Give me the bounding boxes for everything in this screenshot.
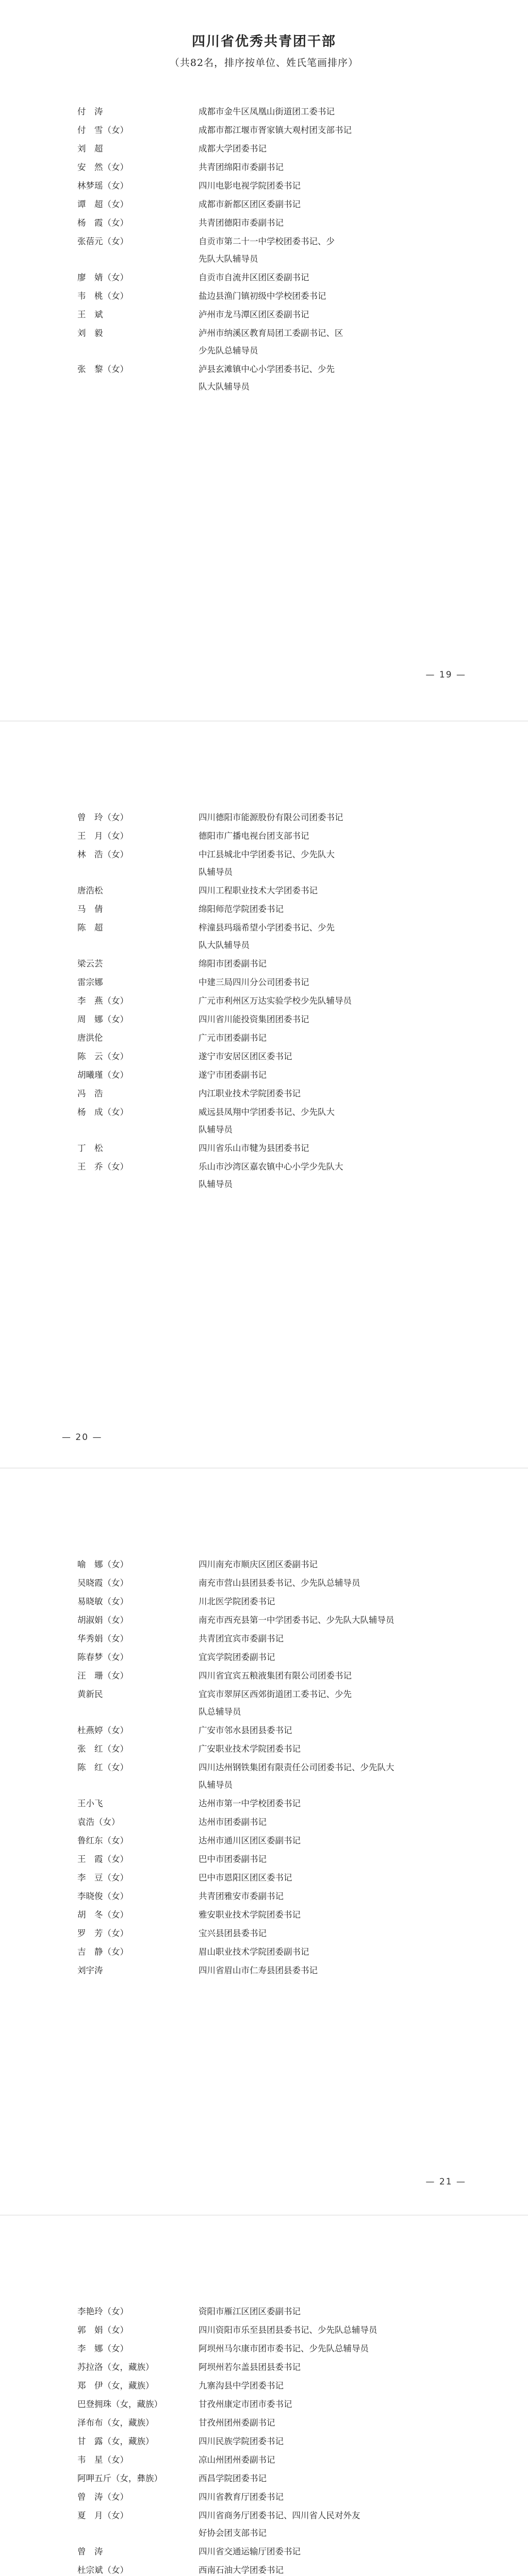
organization-line: 好协会团支部书记 xyxy=(199,2528,267,2538)
list-item xyxy=(77,361,459,396)
honoree-name: 李 燕（女） xyxy=(77,996,128,1006)
organization-line: 四川德阳市能源股份有限公司团委书记 xyxy=(199,812,343,822)
honoree-organization xyxy=(199,2359,459,2376)
honoree-name: 张 黎（女） xyxy=(77,364,128,374)
honoree-name: 韦 星（女） xyxy=(77,2455,128,2465)
honoree-organization xyxy=(199,2414,459,2432)
honoree-name: 郭 娟（女） xyxy=(77,2325,128,2335)
honoree-name: 泽布布（女，藏族） xyxy=(77,2418,154,2428)
list-item xyxy=(77,2340,459,2358)
organization-line: 四川省川能投资集团团委书记 xyxy=(199,1014,309,1024)
organization-line: 共青团雅安市委副书记 xyxy=(199,1891,284,1901)
honoree-name: 郑 伊（女，藏族） xyxy=(77,2381,154,2391)
organization-line: 四川资阳市乐至县团县委书记、少先队总辅导员 xyxy=(199,2325,377,2335)
list-item xyxy=(77,1104,459,1139)
honoree-organization xyxy=(199,325,459,360)
organization-line: 广元市利州区万达实验学校少先队辅导员 xyxy=(199,996,352,1006)
honoree-name: 陈春梦（女） xyxy=(77,1652,128,1662)
honoree-name: 易晓敏（女） xyxy=(77,1597,128,1606)
organization-line: 少先队总辅导员 xyxy=(199,346,258,355)
honoree-organization xyxy=(199,140,459,158)
honoree-name: 马 倩 xyxy=(77,904,103,914)
honoree-organization xyxy=(199,1962,459,1979)
honoree-name: 张蓓元（女） xyxy=(77,236,128,246)
document-page xyxy=(0,0,528,721)
organization-line: 共青团绵阳市委副书记 xyxy=(199,162,284,172)
organization-line: 盐边县渔门镇初级中学校团委书记 xyxy=(199,291,326,301)
honoree-organization xyxy=(199,2562,459,2576)
list-item xyxy=(77,2433,459,2450)
honoree-name: 韦 桃（女） xyxy=(77,291,128,301)
organization-line: 遂宁市团委副书记 xyxy=(199,1070,267,1080)
page-number: — 21 — xyxy=(425,2177,466,2187)
list-item xyxy=(77,1011,459,1028)
honoree-organization xyxy=(199,1048,459,1065)
list-item xyxy=(77,1925,459,1942)
honoree-name: 王小飞 xyxy=(77,1799,103,1808)
organization-line: 遂宁市安居区团区委书记 xyxy=(199,1052,292,1061)
honoree-organization xyxy=(199,214,459,232)
honoree-organization xyxy=(199,1759,459,1794)
organization-line: 四川省商务厅团委书记、四川省人民对外友 xyxy=(199,2511,360,2520)
organization-line: 四川电影电视学院团委书记 xyxy=(199,181,301,191)
list-item xyxy=(77,1612,459,1629)
honoree-name: 巴登拥珠（女，藏族） xyxy=(77,2399,162,2409)
page-number: — 20 — xyxy=(62,1432,103,1443)
honoree-organization xyxy=(199,901,459,918)
honoree-name: 杜宗斌（女） xyxy=(77,2565,128,2575)
organization-line: 成都市金牛区凤凰山街道团工委书记 xyxy=(199,107,335,116)
list-item xyxy=(77,1869,459,1887)
honoree-organization xyxy=(199,1888,459,1905)
honoree-organization xyxy=(199,1686,459,1721)
honoree-organization xyxy=(199,2451,459,2469)
honoree-name: 王 斌 xyxy=(77,310,103,319)
honoree-name: 胡淑娟（女） xyxy=(77,1615,128,1625)
organization-line: 梓潼县玛瑙希望小学团委书记、少先 xyxy=(199,923,335,933)
organization-line: 成都大学团委书记 xyxy=(199,144,267,154)
organization-line: 四川民族学院团委书记 xyxy=(199,2436,284,2446)
list-item xyxy=(77,1066,459,1084)
organization-line: 九寨沟县中学团委书记 xyxy=(199,2381,284,2391)
list-item xyxy=(77,809,459,826)
list-item xyxy=(77,1906,459,1924)
honoree-organization xyxy=(199,159,459,176)
list-item xyxy=(77,214,459,232)
list-item xyxy=(77,1814,459,1831)
honoree-name: 罗 芳（女） xyxy=(77,1928,128,1938)
page-number: — 19 — xyxy=(425,670,466,680)
honoree-organization xyxy=(199,992,459,1010)
organization-line: 泸县玄滩镇中心小学团委书记、少先 xyxy=(199,364,335,374)
organization-line: 自贡市自流井区团区委副书记 xyxy=(199,273,309,282)
honoree-organization xyxy=(199,1011,459,1028)
list-item xyxy=(77,1962,459,1979)
organization-line: 达州市第一中学校团委书记 xyxy=(199,1799,301,1808)
organization-line: 四川省宜宾五粮液集团有限公司团委书记 xyxy=(199,1671,352,1681)
organization-line: 达州市通川区团区委副书记 xyxy=(199,1836,301,1845)
honoree-name: 甘 露（女，藏族） xyxy=(77,2436,154,2446)
list-item xyxy=(77,2562,459,2576)
organization-line: 四川省乐山市犍为县团委书记 xyxy=(199,1143,309,1153)
organization-line: 自贡市第二十一中学校团委书记、少 xyxy=(199,236,335,246)
honoree-organization xyxy=(199,846,459,881)
list-item xyxy=(77,1795,459,1812)
list-item xyxy=(77,177,459,195)
honoree-organization xyxy=(199,177,459,195)
list-item xyxy=(77,1943,459,1961)
list-item xyxy=(77,1740,459,1758)
honoree-organization xyxy=(199,196,459,213)
list-item xyxy=(77,287,459,305)
honoree-name: 安 然（女） xyxy=(77,162,128,172)
honoree-organization xyxy=(199,1158,459,1193)
organization-line: 阿坝州若尔盖县团县委书记 xyxy=(199,2362,301,2372)
organization-line: 广元市团委副书记 xyxy=(199,1033,267,1043)
organization-line: 队大队辅导员 xyxy=(199,940,250,950)
list-item xyxy=(77,1722,459,1739)
honoree-name: 杜燕婷（女） xyxy=(77,1725,128,1735)
organization-line: 队辅导员 xyxy=(199,1780,233,1790)
honoree-organization xyxy=(199,955,459,973)
organization-line: 阿坝州马尔康市团市委书记、少先队总辅导员 xyxy=(199,2344,369,2353)
honoree-name: 陈 红（女） xyxy=(77,1762,128,1772)
organization-line: 队辅导员 xyxy=(199,1125,233,1134)
honoree-organization xyxy=(199,2488,459,2506)
honoree-organization xyxy=(199,1066,459,1084)
honoree-organization xyxy=(199,103,459,121)
honoree-organization xyxy=(199,2321,459,2339)
document-page xyxy=(0,1468,528,2215)
honoree-organization xyxy=(199,2340,459,2358)
list-item xyxy=(77,2303,459,2320)
organization-line: 雅安职业技术学院团委书记 xyxy=(199,1910,301,1920)
honoree-organization xyxy=(199,1574,459,1592)
organization-line: 南充市营山县团县委书记、少先队总辅导员 xyxy=(199,1578,360,1588)
honoree-name: 曾 涛（女） xyxy=(77,2492,128,2502)
honoree-name: 唐浩松 xyxy=(77,886,103,895)
honoree-name: 胡曦瑾（女） xyxy=(77,1070,128,1080)
document-page xyxy=(0,721,528,1468)
honoree-name: 冯 浩 xyxy=(77,1089,103,1098)
list-item xyxy=(77,233,459,268)
honoree-organization xyxy=(199,287,459,305)
list-item xyxy=(77,2396,459,2413)
organization-line: 甘孜州康定市团市委书记 xyxy=(199,2399,292,2409)
honoree-organization xyxy=(199,1556,459,1573)
organization-line: 眉山职业技术学院团委副书记 xyxy=(199,1947,309,1957)
list-item xyxy=(77,2507,459,2542)
list-item xyxy=(77,1574,459,1592)
organization-line: 内江职业技术学院团委书记 xyxy=(199,1089,301,1098)
organization-line: 西南石油大学团委书记 xyxy=(199,2565,284,2575)
list-item xyxy=(77,2543,459,2561)
honoree-organization xyxy=(199,1140,459,1157)
organization-line: 共青团德阳市委副书记 xyxy=(199,218,284,228)
honoree-list xyxy=(77,2303,459,2576)
honoree-organization xyxy=(199,1593,459,1611)
organization-line: 资阳市雁江区团区委副书记 xyxy=(199,2307,301,2316)
honoree-organization xyxy=(199,1085,459,1103)
honoree-name: 林梦瑶（女） xyxy=(77,181,128,191)
organization-line: 泸州市纳溪区教育局团工委副书记、区 xyxy=(199,328,343,338)
honoree-organization xyxy=(199,827,459,845)
list-item xyxy=(77,882,459,900)
organization-line: 绵阳市团委副书记 xyxy=(199,959,267,969)
document-subtitle: （共82名，排序按单位、姓氏笔画排序） xyxy=(169,57,359,69)
honoree-organization xyxy=(199,974,459,991)
honoree-name: 陈 超 xyxy=(77,923,103,933)
list-item xyxy=(77,1851,459,1868)
list-item xyxy=(77,1832,459,1850)
list-item xyxy=(77,1048,459,1065)
honoree-organization xyxy=(199,1630,459,1648)
list-item xyxy=(77,2451,459,2469)
honoree-organization xyxy=(199,306,459,324)
organization-line: 达州市团委副书记 xyxy=(199,1817,267,1827)
honoree-organization xyxy=(199,882,459,900)
honoree-name: 刘 超 xyxy=(77,144,103,154)
honoree-name: 梁云芸 xyxy=(77,959,103,969)
organization-line: 甘孜州团州委副书记 xyxy=(199,2418,275,2428)
honoree-organization xyxy=(199,1814,459,1831)
organization-line: 南充市西充县第一中学团委书记、少先队大队辅导员 xyxy=(199,1615,394,1625)
honoree-name: 付 雪（女） xyxy=(77,125,128,135)
honoree-name: 杨 霞（女） xyxy=(77,218,128,228)
organization-line: 西昌学院团委书记 xyxy=(199,2473,267,2483)
honoree-name: 喻 娜（女） xyxy=(77,1560,128,1569)
honoree-name: 王 乔（女） xyxy=(77,1162,128,1172)
honoree-organization xyxy=(199,1740,459,1758)
honoree-name: 丁 松 xyxy=(77,1143,103,1153)
list-item xyxy=(77,827,459,845)
honoree-organization xyxy=(199,2543,459,2561)
list-item xyxy=(77,2470,459,2487)
honoree-name: 杨 成（女） xyxy=(77,1107,128,1117)
list-item xyxy=(77,1556,459,1573)
honoree-list xyxy=(77,809,459,1194)
list-item xyxy=(77,1649,459,1666)
organization-line: 泸州市龙马潭区团区委副书记 xyxy=(199,310,309,319)
organization-line: 共青团宜宾市委副书记 xyxy=(199,1634,284,1643)
honoree-organization xyxy=(199,1943,459,1961)
organization-line: 巴中市团委副书记 xyxy=(199,1854,267,1864)
list-item xyxy=(77,1686,459,1721)
organization-line: 成都市都江堰市胥家镇大观村团支部书记 xyxy=(199,125,352,135)
honoree-organization xyxy=(199,2377,459,2395)
honoree-organization xyxy=(199,1906,459,1924)
honoree-name: 阿呷五斤（女，彝族） xyxy=(77,2473,162,2483)
organization-line: 四川省教育厅团委书记 xyxy=(199,2492,284,2502)
honoree-name: 王 霞（女） xyxy=(77,1854,128,1864)
honoree-organization xyxy=(199,1869,459,1887)
list-item xyxy=(77,269,459,286)
honoree-name: 鲁红东（女） xyxy=(77,1836,128,1845)
organization-line: 巴中市恩阳区团区委书记 xyxy=(199,1873,292,1883)
organization-line: 宜宾学院团委副书记 xyxy=(199,1652,275,1662)
list-item xyxy=(77,196,459,213)
honoree-name: 华秀娟（女） xyxy=(77,1634,128,1643)
honoree-organization xyxy=(199,1667,459,1685)
honoree-organization xyxy=(199,361,459,396)
list-item xyxy=(77,846,459,881)
organization-line: 队总辅导员 xyxy=(199,1707,241,1717)
honoree-organization xyxy=(199,1104,459,1139)
list-item xyxy=(77,306,459,324)
list-item xyxy=(77,159,459,176)
honoree-list xyxy=(77,1556,459,1980)
list-item xyxy=(77,1158,459,1193)
honoree-name: 陈 云（女） xyxy=(77,1052,128,1061)
organization-line: 德阳市广播电视台团支部书记 xyxy=(199,831,309,841)
honoree-name: 廖 婧（女） xyxy=(77,273,128,282)
honoree-organization xyxy=(199,1649,459,1666)
honoree-name: 苏拉洛（女，藏族） xyxy=(77,2362,154,2372)
organization-line: 乐山市沙湾区嘉农镇中心小学少先队大 xyxy=(199,1162,343,1172)
honoree-name: 刘 毅 xyxy=(77,328,103,338)
organization-line: 队大队辅导员 xyxy=(199,382,250,392)
list-item xyxy=(77,919,459,954)
honoree-organization xyxy=(199,809,459,826)
honoree-name: 吉 静（女） xyxy=(77,1947,128,1957)
list-item xyxy=(77,2359,459,2376)
honoree-organization xyxy=(199,2507,459,2542)
honoree-organization xyxy=(199,1029,459,1047)
list-item xyxy=(77,1667,459,1685)
organization-line: 四川省交通运输厅团委书记 xyxy=(199,2547,301,2556)
document-title: 四川省优秀共青团干部 xyxy=(191,34,336,49)
list-item xyxy=(77,2414,459,2432)
organization-line: 队辅导员 xyxy=(199,1179,233,1189)
honoree-name: 付 涛 xyxy=(77,107,103,116)
honoree-name: 李艳玲（女） xyxy=(77,2307,128,2316)
organization-line: 中江县城北中学团委书记、少先队大 xyxy=(199,850,335,859)
list-item xyxy=(77,901,459,918)
honoree-name: 唐洪伦 xyxy=(77,1033,103,1043)
honoree-organization xyxy=(199,1851,459,1868)
list-item xyxy=(77,1759,459,1794)
title-block xyxy=(0,0,528,69)
honoree-name: 曾 玲（女） xyxy=(77,812,128,822)
list-item xyxy=(77,1630,459,1648)
organization-line: 宜宾市翠屏区西郊街道团工委书记、少先 xyxy=(199,1689,352,1699)
honoree-name: 李 娜（女） xyxy=(77,2344,128,2353)
honoree-organization xyxy=(199,2396,459,2413)
list-item xyxy=(77,122,459,139)
organization-line: 四川省眉山市仁寿县团县委书记 xyxy=(199,1965,318,1975)
honoree-name: 李晓俊（女） xyxy=(77,1891,128,1901)
honoree-organization xyxy=(199,1925,459,1942)
list-item xyxy=(77,992,459,1010)
organization-line: 凉山州团州委副书记 xyxy=(199,2455,275,2465)
list-item xyxy=(77,1140,459,1157)
honoree-organization xyxy=(199,1722,459,1739)
organization-line: 四川南充市顺庆区团区委副书记 xyxy=(199,1560,318,1569)
list-item xyxy=(77,1593,459,1611)
organization-line: 四川工程职业技术大学团委书记 xyxy=(199,886,318,895)
list-item xyxy=(77,325,459,360)
organization-line: 广安市邻水县团县委书记 xyxy=(199,1725,292,1735)
organization-line: 先队大队辅导员 xyxy=(199,254,258,264)
organization-line: 川北医学院团委书记 xyxy=(199,1597,275,1606)
list-item xyxy=(77,103,459,121)
honoree-name: 谭 超（女） xyxy=(77,199,128,209)
list-item xyxy=(77,140,459,158)
organization-line: 队辅导员 xyxy=(199,867,233,877)
honoree-organization xyxy=(199,2433,459,2450)
honoree-organization xyxy=(199,2303,459,2320)
organization-line: 绵阳师范学院团委书记 xyxy=(199,904,284,914)
list-item xyxy=(77,2321,459,2339)
list-item xyxy=(77,1085,459,1103)
honoree-name: 汪 珊（女） xyxy=(77,1671,128,1681)
honoree-name: 雷宗娜 xyxy=(77,977,103,987)
honoree-organization xyxy=(199,919,459,954)
organization-line: 广安职业技术学院团委书记 xyxy=(199,1744,301,1754)
list-item xyxy=(77,955,459,973)
honoree-name: 王 月（女） xyxy=(77,831,128,841)
list-item xyxy=(77,1888,459,1905)
organization-line: 宝兴县团县委书记 xyxy=(199,1928,267,1938)
honoree-name: 吴晓霞（女） xyxy=(77,1578,128,1588)
list-item xyxy=(77,974,459,991)
honoree-organization xyxy=(199,269,459,286)
honoree-organization xyxy=(199,2470,459,2487)
document-page xyxy=(0,2215,528,2576)
honoree-name: 林 浩（女） xyxy=(77,850,128,859)
honoree-organization xyxy=(199,1612,459,1629)
honoree-organization xyxy=(199,122,459,139)
organization-line: 四川达州钢铁集团有限责任公司团委书记、少先队大 xyxy=(199,1762,394,1772)
honoree-name: 李 豆（女） xyxy=(77,1873,128,1883)
honoree-organization xyxy=(199,233,459,268)
honoree-name: 黄新民 xyxy=(77,1689,103,1699)
honoree-name: 刘宇涛 xyxy=(77,1965,103,1975)
honoree-list xyxy=(77,103,459,397)
organization-line: 成都市新都区团区委副书记 xyxy=(199,199,301,209)
list-item xyxy=(77,2377,459,2395)
organization-line: 威远县凤翔中学团委书记、少先队大 xyxy=(199,1107,335,1117)
honoree-name: 曾 涛 xyxy=(77,2547,103,2556)
honoree-name: 袁浩（女） xyxy=(77,1817,120,1827)
list-item xyxy=(77,2488,459,2506)
honoree-organization xyxy=(199,1795,459,1812)
list-item xyxy=(77,1029,459,1047)
honoree-name: 胡 冬（女） xyxy=(77,1910,128,1920)
organization-line: 中建三局四川分公司团委书记 xyxy=(199,977,309,987)
honoree-name: 张 红（女） xyxy=(77,1744,128,1754)
honoree-organization xyxy=(199,1832,459,1850)
honoree-name: 周 娜（女） xyxy=(77,1014,128,1024)
honoree-name: 夏 月（女） xyxy=(77,2511,128,2520)
